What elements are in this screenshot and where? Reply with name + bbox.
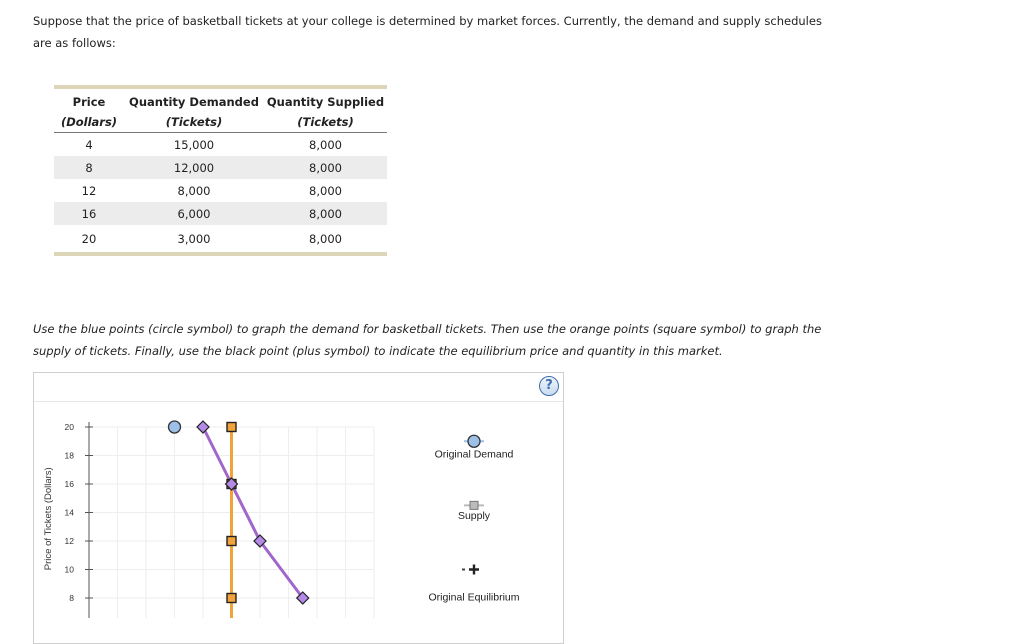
legend-supply-icon [470,501,478,509]
legend-equilibrium-icon [469,565,479,575]
cell-qd: 3,000 [177,231,211,246]
legend-supply-label: Supply [457,509,491,522]
legend-demand-icon [468,435,480,447]
y-tick-label: 8 [69,593,74,603]
cell-qs: 8,000 [264,156,387,179]
legend-demand-label: Original Demand [434,448,514,461]
cell-qd: 15,000 [173,137,215,152]
instructions-text: Use the blue points (circle symbol) to graph the demand for basketball tickets. Then use the orange points (square symbol) to graph the supply of tickets. Finally, use the black point (plus symbol) to indicate the equilibrium price and quantity in this market. [33,322,822,358]
y-tick-label: 18 [64,450,74,461]
cell-price: 8 [54,156,124,179]
cell-qs: 8,000 [264,202,387,225]
col-header-price: Price [72,95,106,109]
legend-equilibrium-label: Original Equilibrium [428,591,520,604]
unit-price: (Dollars) [54,112,124,133]
schedule-table [54,85,387,256]
panel-toolbar [34,373,563,402]
table-row [54,202,387,225]
cell-qd: 6,000 [124,202,264,225]
col-header-qs: Quantity Supplied [266,95,385,109]
intro-text: Suppose that the price of basketball tickets at your college is determined by market forces. Currently, the demand and supply schedules are as follows: [33,14,822,50]
cell-qs: 8,000 [309,137,342,152]
graph-panel [33,372,564,644]
y-tick-label: 14 [64,507,74,518]
table-row [54,179,387,202]
palette-demand-point [169,421,181,433]
col-header-qd: Quantity Demanded [129,95,259,109]
graph-canvas[interactable] [34,402,563,644]
table-row [54,133,387,157]
y-tick-label: 10 [64,564,74,575]
cell-price: 16 [54,202,124,225]
supply-point [227,594,236,603]
y-tick-label: 12 [64,536,74,546]
help-button[interactable]: ? [539,376,559,396]
cell-price: 4 [85,137,93,152]
table-row [54,225,387,252]
supply-point [227,537,236,546]
cell-qd: 12,000 [124,156,264,179]
y-tick-label: 20 [64,422,74,432]
unit-qs: (Tickets) [264,112,387,133]
unit-qd: (Tickets) [124,112,264,133]
y-axis-label: Price of Tickets (Dollars) [43,467,54,571]
cell-qs: 8,000 [309,231,342,246]
cell-price: 12 [81,183,97,198]
y-tick-label: 16 [64,479,74,489]
cell-qd: 8,000 [177,183,211,198]
table-row [54,156,387,179]
palette-diamond-point [197,421,209,433]
palette-supply-point [227,423,236,432]
cell-qs: 8,000 [309,183,342,198]
cell-price: 20 [81,231,97,246]
